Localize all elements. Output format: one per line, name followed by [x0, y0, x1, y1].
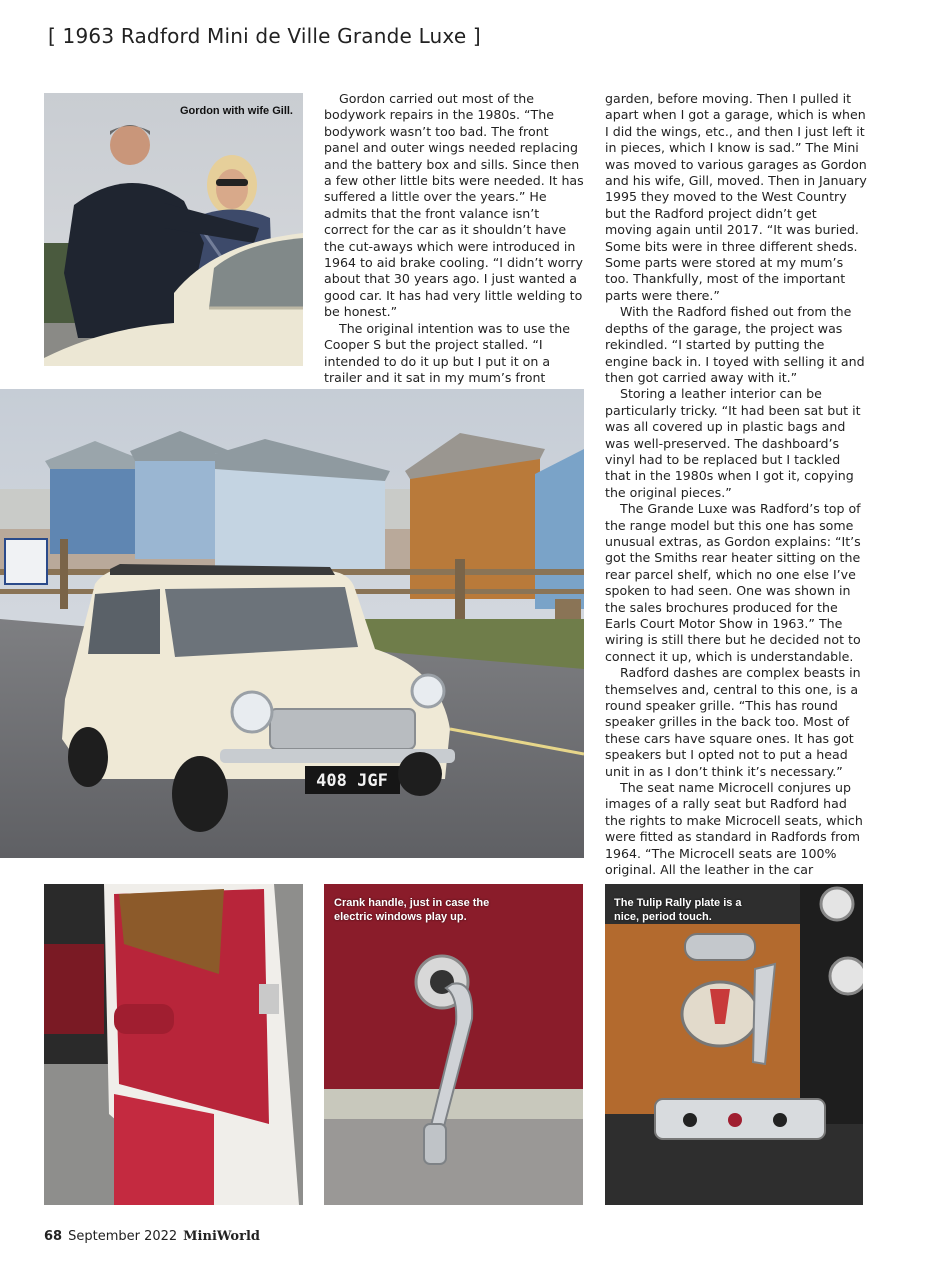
photo-mini-beach-huts	[0, 389, 584, 858]
photo-crank-handle	[324, 884, 583, 1205]
page-number: 68	[44, 1229, 63, 1244]
issue-date: September 2022	[68, 1229, 178, 1244]
photo-door-interior	[44, 884, 303, 1205]
paragraph: Gordon carried out most of the bodywork repairs in the 1980s. “The bodywork wasn’t too bad. The front panel and outer wings needed replacing and the battery box and sills. Since then a few other little bits were needed. It has suffered a little over the years.” He admits that the front valance isn’t correct for the car as it shouldn’t have the cut-aways which were introduced in 1964 to aid brake cooling. “I didn’t worry about that 30 years ago. I just wanted a good car. It has had very little welding to be honest.”	[324, 91, 584, 320]
article-column-2	[605, 91, 867, 879]
photo-tulip-rally-plate	[605, 884, 863, 1205]
caption-tulip-rally-plate: The Tulip Rally plate is a nice, period touch.	[614, 897, 742, 923]
paragraph: garden, before moving. Then I pulled it apart when I got a garage, which is when I did the wings, etc., and then I just left it in pieces, which I know is sad.” The Mini was moved to various garages as Gordon and his wife, Gill, moved. Then in January 1995 they moved to the West Country but the Radford project didn’t get moving again until 2017. “It was buried. Some bits were in three different sheds. Some parts were stored at my mum’s too. Thankfully, most of the important parts were there.”	[605, 91, 867, 303]
paragraph: With the Radford fished out from the depths of the garage, the project was rekindled. “I started by putting the engine back in. I toyed with selling it and then got carried away with it.”	[605, 304, 865, 385]
paragraph: The seat name Microcell conjures up images of a rally seat but Radford had the rights to make Microcell seats, which were fitted as standard in Radfords from 1964. “The Microcell seats are 100% original. All the leather in the car	[605, 780, 863, 878]
magazine-name: MiniWorld	[183, 1229, 260, 1244]
paragraph: Radford dashes are complex beasts in themselves and, central to this one, is a round speaker grille. “This has round speaker grilles in the back too. Most of these cars have square ones. It has got speakers but I opted not to put a head unit in as I don’t think it’s necessary.”	[605, 665, 861, 779]
caption-crank-handle: Crank handle, just in case the electric windows play up.	[334, 897, 490, 923]
caption-gordon-and-gill: Gordon with wife Gill.	[179, 105, 293, 117]
paragraph: The Grande Luxe was Radford’s top of the range model but this one has some unusual extras, as Gordon explains: “It’s got the Smiths rear heater sitting on the rear parcel shelf, which no one else I’ve spoken to had seen. One was shown in the sales brochures produced for the Earls Court Motor Show in 1963.” The wiring is still there but he decided not to connect it up, which is understandable.	[605, 501, 861, 664]
photo-gordon-and-gill	[44, 93, 303, 366]
number-plate: 408 JGF	[316, 771, 388, 791]
page-folio	[44, 1229, 260, 1244]
paragraph: The original intention was to use the Cooper S but the project stalled. “I intended to do it up but I put it on a trailer and it sat in my mum’s front	[324, 320, 570, 385]
paragraph: Storing a leather interior can be particularly tricky. “It had been sat but it was all covered up in plastic bags and was well-preserved. The dashboard’s vinyl had to be replaced but I tackled that in the 1980s when I got it, copying the original pieces.”	[605, 386, 861, 500]
article-column-1	[324, 91, 584, 386]
section-kicker: [ 1963 Radford Mini de Ville Grande Luxe ]	[48, 24, 481, 48]
